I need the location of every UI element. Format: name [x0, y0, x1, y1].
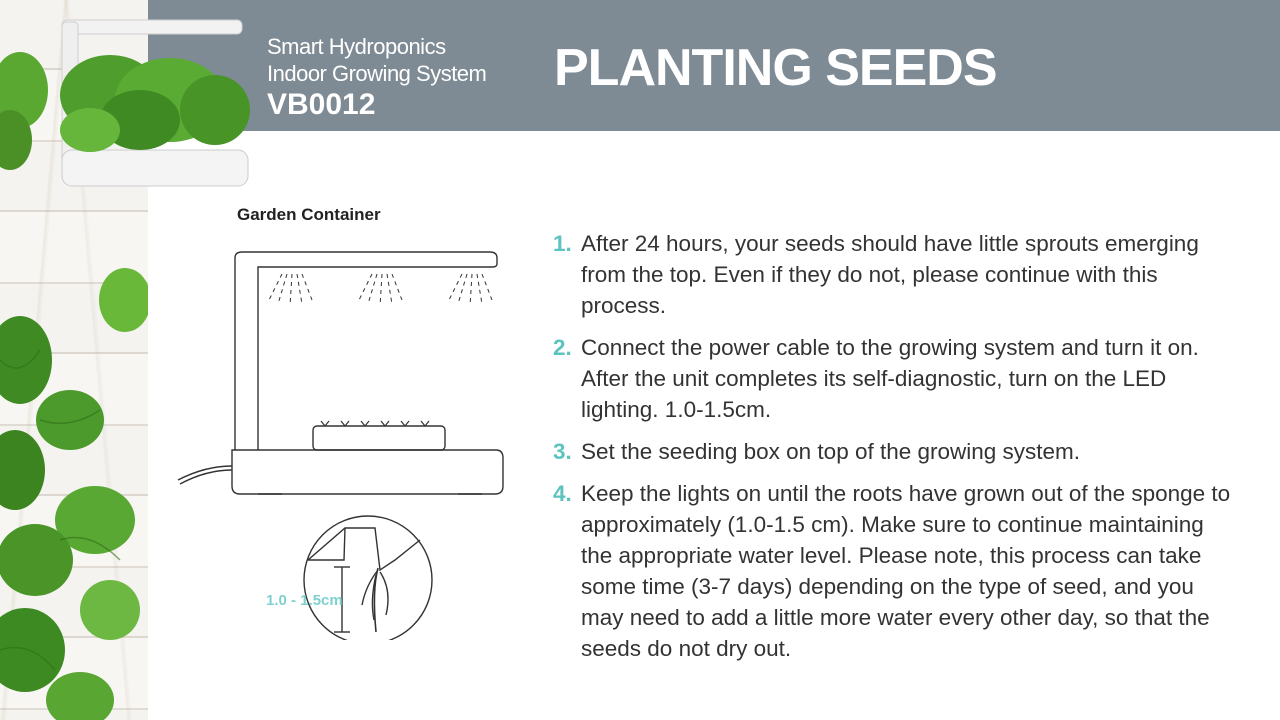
- product-photo: [0, 0, 260, 190]
- measurement-label: 1.0 - 1.5cm: [266, 592, 343, 609]
- product-line-2: Indoor Growing System: [267, 61, 487, 86]
- product-line-1: Smart Hydroponics: [267, 34, 446, 59]
- step-1: [553, 228, 1233, 321]
- step-text: Set the seeding box on top of the growing system.: [581, 439, 1081, 464]
- step-number: 1.: [553, 231, 572, 256]
- step-text: Connect the power cable to the growing system and turn it on. After the unit completes its self-diagnostic, turn on the LED lighting. 1.0-1.5cm.: [581, 335, 1199, 422]
- model-code: VB0012: [267, 88, 376, 121]
- steps-list: [553, 228, 1233, 675]
- step-3: [553, 436, 1233, 467]
- step-number: 3.: [553, 439, 572, 464]
- step-4: [553, 478, 1233, 664]
- page-title: PLANTING SEEDS: [554, 39, 997, 97]
- diagram-label: Garden Container: [237, 205, 381, 224]
- garden-container-diagram: [170, 240, 510, 640]
- step-text: After 24 hours, your seeds should have little sprouts emerging from the top. Even if they do not, please continue with this process.: [581, 231, 1199, 318]
- step-number: 2.: [553, 335, 572, 360]
- step-text: Keep the lights on until the roots have grown out of the sponge to approximately (1.0-1.5 cm). Make sure to continue maintaining the appropriate water level. Please note, this process can take some time (3-7 days) depending on the type of seed, and you may need to add a little more water every other day, so that the seeds do not dry out.: [581, 481, 1231, 661]
- step-number: 4.: [553, 481, 572, 506]
- step-2: [553, 332, 1233, 425]
